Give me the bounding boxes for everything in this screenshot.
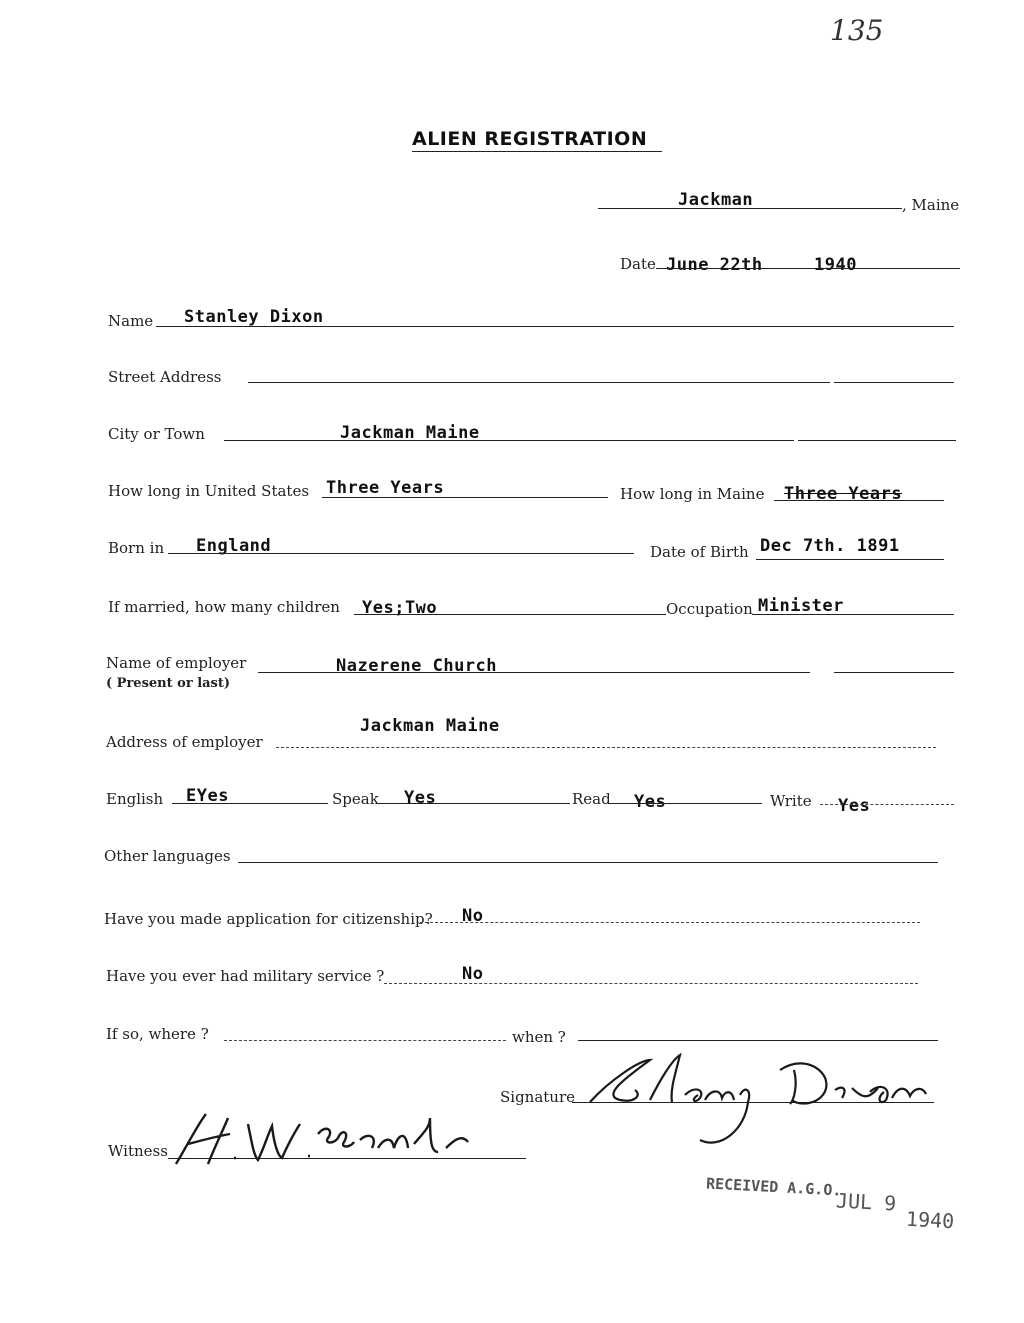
english-line [172, 803, 328, 804]
other-languages-label: Other languages [104, 847, 231, 865]
how-long-maine-line [774, 500, 944, 501]
speak-value: Yes [404, 788, 437, 808]
if-so-where-label: If so, where ? [106, 1025, 209, 1043]
location-state-label: , Maine [902, 196, 960, 214]
title-underline [412, 151, 662, 152]
if-so-where-line [224, 1040, 506, 1041]
how-long-us-line [322, 497, 608, 498]
page-number: 135 [830, 14, 884, 47]
military-line [384, 983, 918, 984]
read-line [608, 803, 762, 804]
name-line [156, 326, 954, 327]
born-in-label: Born in [108, 539, 165, 557]
english-value: EYes [186, 786, 229, 806]
dob-line [756, 559, 944, 560]
how-long-us-value: Three Years [326, 478, 445, 498]
location-line [598, 208, 902, 209]
children-label: If married, how many children [108, 598, 340, 616]
date-day: June 22th [666, 255, 763, 275]
employer-address-line [276, 747, 936, 748]
city-value: Jackman Maine [340, 423, 480, 443]
form-title: ALIEN REGISTRATION [412, 128, 648, 150]
english-label: English [106, 790, 164, 808]
city-label: City or Town [108, 425, 205, 443]
received-stamp-year: 1940 [905, 1206, 955, 1234]
employer-address-value: Jackman Maine [360, 716, 500, 736]
how-long-maine-value: Three Years [784, 484, 903, 504]
employer-line [258, 672, 810, 673]
name-label: Name [108, 312, 154, 330]
signature-handwriting [580, 1040, 940, 1150]
write-label: Write [770, 792, 812, 810]
name-value: Stanley Dixon [184, 307, 324, 327]
witness-label: Witness [108, 1142, 168, 1160]
witness-handwriting [168, 1104, 488, 1174]
employer-address-label: Address of employer [106, 733, 263, 751]
city-line [224, 440, 794, 441]
citizenship-label: Have you made application for citizenship? [104, 910, 433, 928]
city-line-2 [798, 440, 956, 441]
occupation-value: Minister [758, 596, 844, 616]
location-town: Jackman [678, 190, 754, 210]
dob-label: Date of Birth [650, 543, 749, 561]
write-line [820, 804, 954, 805]
read-value: Yes [634, 792, 667, 812]
street-address-label: Street Address [108, 368, 222, 386]
signature-label: Signature [500, 1088, 576, 1106]
children-line [354, 614, 666, 615]
street-address-line [248, 382, 830, 383]
date-line [656, 268, 960, 269]
dob-value: Dec 7th. 1891 [760, 536, 900, 556]
employer-sublabel: ( Present or last) [106, 676, 231, 691]
read-label: Read [572, 790, 611, 808]
children-value: Yes;Two [362, 598, 438, 618]
employer-line-2 [834, 672, 954, 673]
date-label: Date [620, 255, 656, 273]
occupation-line [752, 614, 954, 615]
citizenship-value: No [462, 906, 484, 926]
street-address-line-2 [834, 382, 954, 383]
employer-value: Nazerene Church [336, 656, 498, 676]
received-stamp-label: RECEIVED A.G.O. [705, 1174, 842, 1200]
military-value: No [462, 964, 484, 984]
other-languages-line [238, 862, 938, 863]
military-label: Have you ever had military service ? [106, 967, 385, 985]
received-stamp-date: JUL 9 [835, 1188, 897, 1216]
citizenship-line [420, 922, 920, 923]
when-label: when ? [512, 1028, 566, 1046]
speak-line [378, 803, 570, 804]
born-in-line [168, 553, 634, 554]
occupation-label: Occupation [666, 600, 753, 618]
born-in-value: England [196, 536, 272, 556]
how-long-maine-label: How long in Maine [620, 485, 765, 503]
write-value: Yes [838, 796, 871, 816]
date-year: 1940 [814, 255, 857, 275]
employer-label: Name of employer [106, 654, 247, 672]
how-long-us-label: How long in United States [108, 482, 310, 500]
speak-label: Speak [332, 790, 379, 808]
